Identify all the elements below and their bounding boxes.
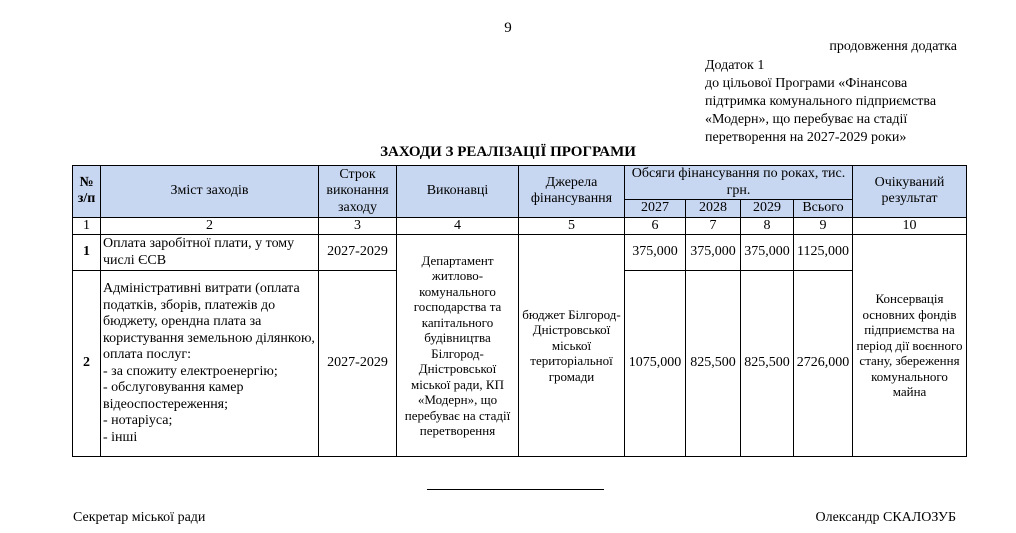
appendix-line: перетворення на 2027-2029 роки»	[705, 130, 907, 145]
table-title: ЗАХОДИ З РЕАЛІЗАЦІЇ ПРОГРАМИ	[380, 144, 636, 160]
value-total: 2726,000	[794, 271, 853, 457]
value-total: 1125,000	[794, 235, 853, 271]
page-number: 9	[504, 20, 512, 36]
appendix-header	[705, 57, 957, 147]
value-2029: 375,000	[741, 235, 794, 271]
executors-cell: Департамент житлово-комунального господарства та капітального будівництва Білгород-Дністровської міської ради, КП «Модерн», що перебуває на стадії перетворення	[397, 235, 519, 457]
value-2028: 375,000	[686, 235, 741, 271]
column-number: 6	[625, 217, 686, 235]
row-term: 2027-2029	[319, 235, 397, 271]
result-cell: Консервація основних фондів підприємства на період дії воєнного стану, збереження комунального майна	[853, 235, 967, 457]
continuation-label: продовження додатка	[829, 39, 957, 54]
header-content: Зміст заходів	[101, 166, 319, 218]
appendix-line: підтримка комунального підприємства	[705, 94, 937, 109]
column-number: 10	[853, 217, 967, 235]
content-line: Адміністративні витрати (оплата податків, зборів, платежів до бюджету, орендна плата за користування земельною ділянкою, оплата послуг:	[103, 281, 315, 362]
header-year: 2027	[625, 200, 686, 218]
column-number: 7	[686, 217, 741, 235]
column-number: 5	[519, 217, 625, 235]
header-result: Очікуваний результат	[853, 166, 967, 218]
content-line: - за спожиту електроенергію;	[103, 363, 278, 379]
header-executors: Виконавці	[397, 166, 519, 218]
header-total: Всього	[794, 200, 853, 218]
appendix-line: Додаток 1	[705, 58, 765, 73]
row-term: 2027-2029	[319, 271, 397, 457]
content-line: - обслуговування камер відеоспостереження;	[103, 380, 244, 412]
content-line: - інші	[103, 429, 138, 445]
header-year: 2028	[686, 200, 741, 218]
value-2027: 375,000	[625, 235, 686, 271]
column-number: 1	[73, 217, 101, 235]
row-number: 2	[73, 271, 101, 457]
header-num: № з/п	[73, 166, 101, 218]
header-term: Строк виконання заходу	[319, 166, 397, 218]
appendix-line: до цільової Програми «Фінансова	[705, 76, 908, 91]
row-content	[101, 271, 319, 457]
signatory-position: Секретар міської ради	[73, 510, 206, 525]
column-number: 9	[794, 217, 853, 235]
appendix-line: «Модерн», що перебуває на стадії	[705, 112, 908, 127]
signature-divider	[427, 489, 604, 490]
header-year: 2029	[741, 200, 794, 218]
column-number: 8	[741, 217, 794, 235]
sources-cell: бюджет Білгород-Дністровської міської територіальної громади	[519, 235, 625, 457]
header-funding: Обсяги фінансування по роках, тис. грн.	[625, 166, 853, 200]
column-number: 3	[319, 217, 397, 235]
content-line: - нотаріуса;	[103, 413, 173, 428]
signatory-name: Олександр СКАЛОЗУБ	[815, 510, 956, 525]
value-2028: 825,500	[686, 271, 741, 457]
table-row	[73, 235, 967, 271]
row-content: Оплата заробітної плати, у тому числі ЄСВ	[101, 235, 319, 271]
header-sources: Джерела фінансування	[519, 166, 625, 218]
value-2027: 1075,000	[625, 271, 686, 457]
row-number: 1	[73, 235, 101, 271]
column-number: 2	[101, 217, 319, 235]
value-2029: 825,500	[741, 271, 794, 457]
column-number: 4	[397, 217, 519, 235]
program-measures-table	[72, 165, 967, 457]
